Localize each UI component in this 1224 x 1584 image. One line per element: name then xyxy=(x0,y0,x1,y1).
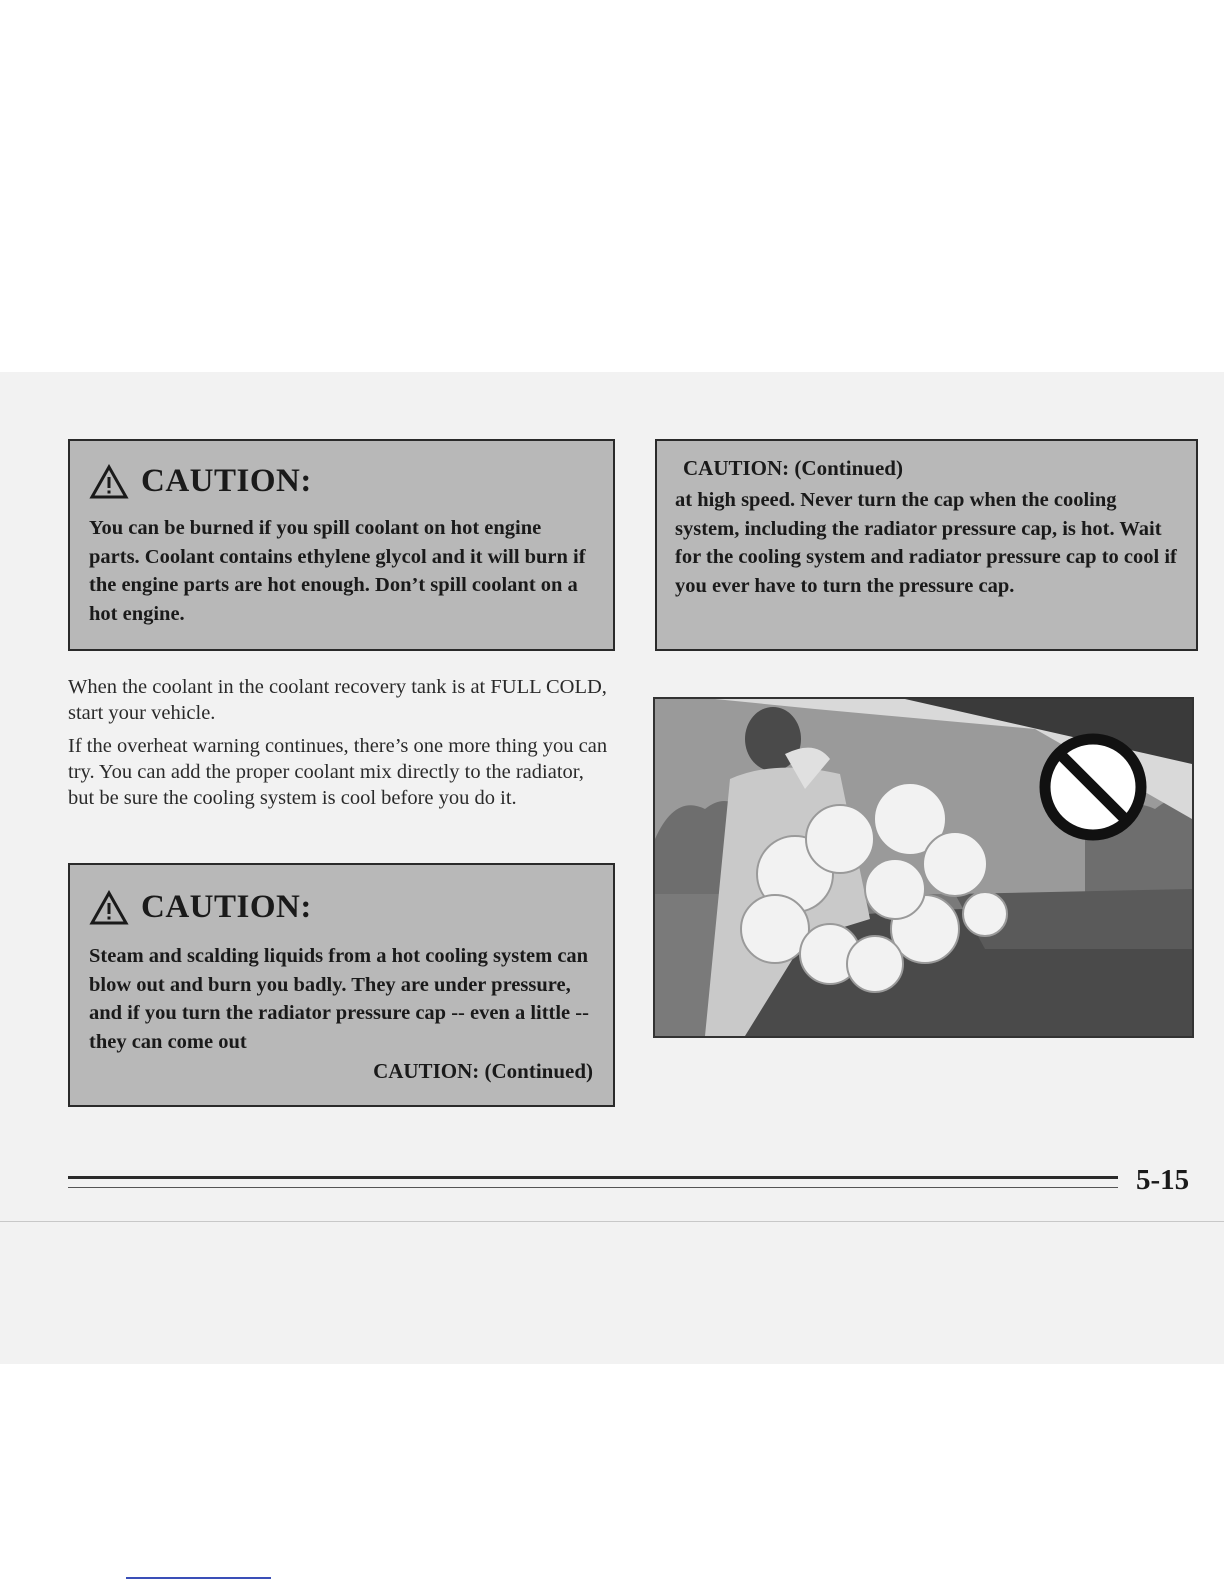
caution-body-text: You can be burned if you spill coolant on hot engine parts. Coolant contains ethylene glycol and it will burn if the engine parts are hot enough. Don’t spill coolant on a hot engine. xyxy=(89,517,586,625)
warning-triangle-icon xyxy=(89,890,129,926)
page-number: 5-15 xyxy=(1136,1164,1190,1196)
caution-heading xyxy=(89,463,593,500)
caution-heading xyxy=(89,889,593,926)
footer-rule xyxy=(68,1176,1118,1179)
footer-rule-thin xyxy=(68,1187,1118,1188)
illustration-drawing xyxy=(655,699,1192,1036)
caution-body-text: Steam and scalding liquids from a hot cooling system can blow out and burn you badly. They are under pressure, and if you turn the radiator pressure cap -- even a little -- they can come out xyxy=(89,945,589,1053)
warning-triangle-icon xyxy=(89,464,129,500)
caution-box-steam-scalding xyxy=(68,863,615,1107)
caution-heading-text: CAUTION: xyxy=(141,463,312,499)
caution-box-continued xyxy=(655,439,1198,651)
bottom-scan-mark xyxy=(126,1577,271,1579)
caution-box-coolant-burn xyxy=(68,439,615,651)
steam-radiator-illustration xyxy=(653,697,1194,1038)
caution-body-text: at high speed. Never turn the cap when the cooling system, including the radiator pressure cap, is hot. Wait for the cooling system and radiator pressure cap to cool if you ever have to turn the pressure cap. xyxy=(675,489,1177,597)
paragraph-coolant-full-cold: When the coolant in the coolant recovery tank is at FULL COLD, start your vehicle. xyxy=(68,676,607,724)
paragraph-overheat-continues: If the overheat warning continues, there’s one more thing you can try. You can add the proper coolant mix directly to the radiator, but be sure the cooling system is cool before you do it. xyxy=(68,735,608,809)
caution-continued-footer: CAUTION: (Continued) xyxy=(373,1059,593,1083)
caution-continued-heading: CAUTION: (Continued) xyxy=(683,456,903,480)
caution-heading-text: CAUTION: xyxy=(141,889,312,925)
instruction-text xyxy=(68,674,608,818)
prohibition-icon xyxy=(1045,739,1141,835)
page-edge-divider xyxy=(0,1221,1224,1222)
